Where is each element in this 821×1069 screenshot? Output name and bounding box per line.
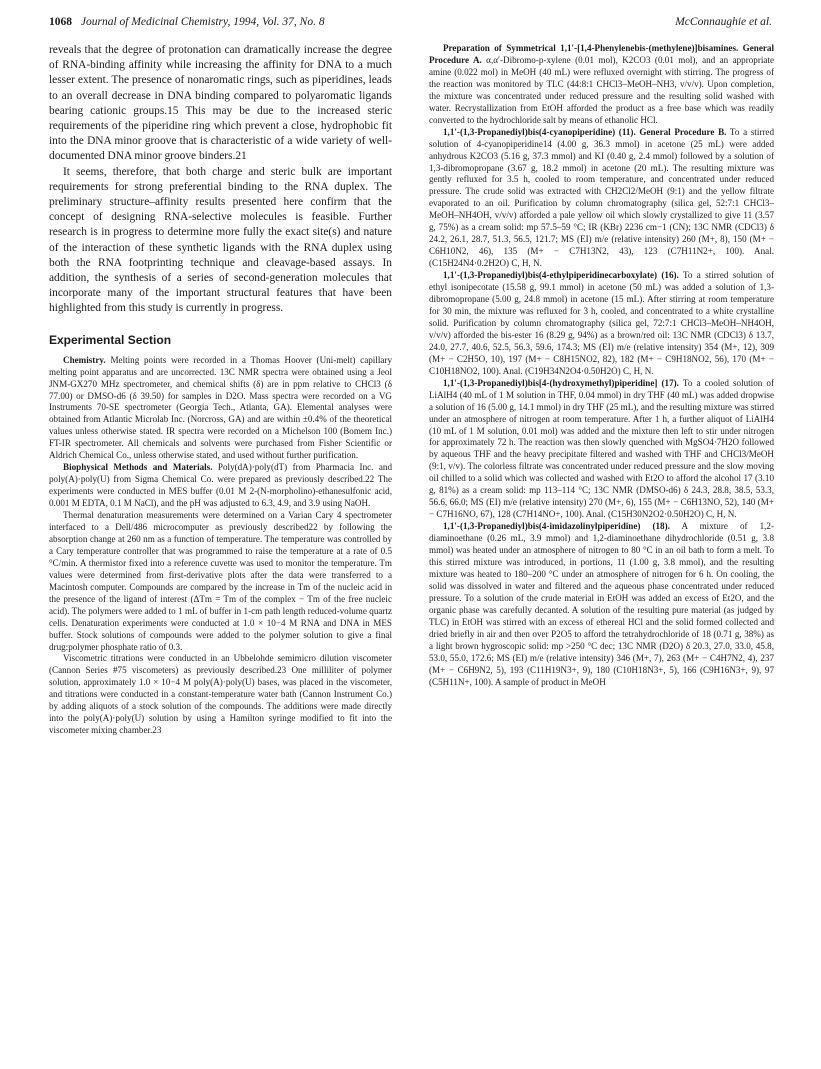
chemistry-paragraph <box>49 355 392 463</box>
left-column <box>49 43 392 737</box>
compound-16-paragraph <box>429 270 774 378</box>
running-header <box>49 16 772 34</box>
compound-18-body: A mixture of 1,2-diaminoethane (0.26 mL, 3.9 mmol) and 1,2-diaminoethane dihydrochloride (0.51 g, 3.8 mmol) was heated under an atmosphere of nitrogen to 80 °C in an oil bath to form a melt. To this stirred mixture was introduced, in portions, 11 (1.00 g, 3.8 mmol), and the resulting mixture was heated to 180–200 °C under an atmosphere of nitrogen for 6 h. On cooling, the solid was dissolved in water and filtered and the aqueous phase concentrated under reduced pressure. To a solution of the crude material in EtOH was added an excess of Et2O, and the organic phase was carefully decanted. A solution of the resulting pure material (as judged by TLC) in EtOH was stirred with an excess of ethereal HCl and the solid formed collected and dried briefly in air and then over P2O5 to afford the tetrahydrochloride of 18 (0.71 g, 38%) as a light brown hygroscopic solid: mp >250 °C dec; 13C NMR (D2O) δ 20.3, 27.0, 33.0, 45.8, 53.0, 55.0, 172.6; MS (EI) m/e (relative intensity) 346 (M+, 7), 263 (M+ − C4H7N2, 4), 237 (M+ − C6H9N2, 5), 193 (C11H19N3+, 9), 180 (C10H18N3+, 5), 166 (C9H16N3+, 9), 97 (C5H11N+, 100). A sample of product in MeOH <box>429 521 774 687</box>
section-title: Experimental Section <box>49 332 172 347</box>
right-column <box>429 43 774 688</box>
compound-16-heading: 1,1′-(1,3-Propanediyl)bis(4-ethylpiperidinecarboxylate) (16). <box>443 270 679 281</box>
journal-citation: Journal of Medicinal Chemistry, 1994, Vol. 37, No. 8 <box>80 16 325 28</box>
compound-17-paragraph <box>429 378 774 521</box>
chemistry-body: Melting points were recorded in a Thomas Hoover (Uni-melt) capillary melting point apparatus and are uncorrected. 13C NMR spectra were obtained using a Jeol JNM-GX270 MHz spectrometer, and chemical shifts (δ) are in ppm relative to CHCl3 (δ 77.00) or DMSO-d6 (δ 39.50) for samples in D2O. Mass spectra were recorded on a VG Instruments 70-SE spectrometer (Georgia Tech., Atlanta, GA). Elemental analyses were obtained from Atlantic Microlab Inc. (Norcross, GA) and are within ±0.4% of the theoretical values unless otherwise stated. IR spectra were recorded on a Michelson 100 (Bomem Inc.) FT-IR spectrometer. All chemicals and solvents were purchased from Fisher Scientific or Aldrich Chemical Co., unless otherwise stated, and used without further purification. <box>49 354 392 461</box>
compound-11-paragraph <box>429 127 774 270</box>
discussion-paragraph-2: It seems, therefore, that both charge and steric bulk are important requirements for strong preferential binding to the RNA duplex. The preliminary structure–affinity results presented here confirm that the concept of designing RNA-selective molecules is feasible. Further research is in progress to determine more fully the exact site(s) and nature of the interaction of these synthetic ligands with the RNA duplex using both the RNA footprinting technique and cleavage-based assays. In addition, the synthesis of a series of second-generation molecules that incorporate many of the important structural features that have been highlighted from this study is currently in progress. <box>49 165 392 315</box>
discussion-paragraph-1: reveals that the degree of protonation can dramatically increase the degree of RNA-binding affinity while increasing the affinity for DNA to a much lesser extent. The presence of nonaromatic rings, such as piperidines, leads to an overall decrease in DNA binding compared to polyaromatic ligands bearing cationic groups.15 This may be due to the increased steric requirements of the piperidine ring which prevent a close, hydrophobic fit into the DNA minor groove that is characteristic of a wide variety of well-documented DNA minor groove binders.21 <box>49 44 392 163</box>
biophysical-paragraph <box>49 462 392 510</box>
viscometry-paragraph: Viscometric titrations were conducted in an Ubbelohde semimicro dilution viscometer (Cannon Series #75 viscometers) as previously described.23 One milliliter of polymer solution, approximately 1.0 × 10−4 M poly(A)·poly(U) bases, was placed in the viscometer, and titrations were conducted in a constant-temperature water bath (Cannon Instrument Co.) by adding aliquots of a stock solution of the compounds. The additions were made directly into the poly(A)·poly(U) solution by using a Hamilton syringe modified to fit into the viscometer mixing chamber.23 <box>49 653 392 736</box>
procedure-a-body: α,α′-Dibromo-p-xylene (0.01 mol), K2CO3 (0.01 mol), and an appropriate amine (0.022 mol) in MeOH (40 mL) were refluxed overnight with stirring. The progress of the reaction was monitored by TLC (44:8:1 CHCl3–MeOH–NH3, v/v/v). Upon completion, the mixture was concentrated under reduced pressure and the resulting solid washed with water. Recrystallization from EtOH afforded the product as a free base which was readily converted to the hydrochloride salt by means of ethanolic HCl. <box>429 54 774 125</box>
compound-17-body: To a cooled solution of LiAlH4 (40 mL of 1 M solution in THF, 0.04 mmol) in dry THF (40 mL) was added dropwise a solution of 16 (5.00 g, 14.1 mmol) in dry THF (25 mL), and the resulting mixture was stirred under an atmosphere of nitrogen at room temperature. After 1 h, a further aliquot of LiAlH4 (10 mL of 1 M solution, 0.01 mol) was added and the mixture then left to stir under nitrogen for approximately 72 h. The reaction was then slowly quenched with MgSO4·7H2O followed by aqueous THF and the heavy precipitate filtered and washed with THF and CHCl3/MeOH (9:1, v/v). The colorless filtrate was concentrated under reduced pressure and the slow moving oil chilled to a solid which was collected and washed with Et2O to afford the alcohol 17 (3.10 g, 81%) as a cream solid: mp 113–114 °C; 13C NMR (DMSO-d6) δ 24.3, 28.8, 38.5, 53.3, 56.6, 66.0; MS (EI) m/e (relative intensity) 270 (M+, 6), 155 (M+ − C6H13NO, 52), 140 (M+ − C7H16NO, 67), 128 (C7H14NO+, 100). Anal. (C15H30N2O2·0.50H2O) C, H, N. <box>429 377 774 520</box>
compound-18-paragraph <box>429 521 774 688</box>
compound-18-heading: 1,1′-(1,3-Propanediyl)bis(4-imidazolinylpiperidine) (18). <box>443 521 670 532</box>
compound-11-body: To a stirred solution of 4-cyanopiperidine14 (4.00 g, 36.3 mmol) in acetone (25 mL) were added anhydrous K2CO3 (5.16 g, 37.3 mmol) and KI (0.40 g, 2.4 mmol) followed by a solution of 1,3-dibromopropane (3.67 g, 18.2 mmol) in acetone (20 mL). The resulting mixture was gently refluxed for 3.5 h, cooled to room temperature, and concentrated under reduced pressure. The crude solid was extracted with CH2Cl2/MeOH (9:1) and the yellow filtrate evaporated to an oil. Purification by column chromatography (silica gel, 52:7:1 CHCl3–MeOH–NH4OH, v/v/v) afforded a pale yellow oil which slowly crystallized to give 11 (3.57 g, 75%) as a cream solid: mp 57.5–59 °C; IR (KBr) 2236 cm−1 (CN); 13C NMR (CDCl3) δ 24.2, 26.1, 28.7, 51.3, 56.5, 121.7; MS (EI) m/e (relative intensity) 260 (M+, 8), 150 (M+ − C6H10N2, 46), 135 (M+ − C7H13N2, 43), 123 (C7H11N2+, 100). Anal. (C15H24N4·0.2H2O) C, H, N. <box>429 126 774 269</box>
biophysical-body: Poly(dA)·poly(dT) from Pharmacia Inc. and poly(A)·poly(U) from Sigma Chemical Co. were prepared as previously described.22 The experiments were conducted in MES buffer (0.01 M 2-(N-morpholino)-ethanesulfonic acid, 0.001 M EDTA, 0.1 M NaCl), and the pH was adjusted to 6.3, 4.9, and 3.9 using NaOH. <box>49 462 393 509</box>
compound-16-body: To a stirred solution of ethyl isonipecotate (15.58 g, 99.1 mmol) in acetone (50 mL) was added a solution of 1,3-dibromopropane (5.00 g, 24.8 mmol) in acetone (15 mL). After stirring at room temperature for 30 min, the mixture was refluxed for 3 h, cooled, and concentrated to a white crystalline solid. Purification by column chromatography (silica gel, 72:7:1 CHCl3–MeOH–NH4OH, v/v/v) afforded the bis-ester 16 (8.29 g, 94%) as a brown/red oil: 13C NMR (CDCl3) δ 13.7, 24.0, 27.7, 40.6, 52.5, 56.3, 59.6, 174.3; MS (EI) m/e (relative intensity) 354 (M+, 12), 309 (M+ − C2H5O, 10), 197 (M+ − C8H15NO2, 82), 182 (M+ − C9H18NO2, 56), 170 (M+ − C10H18NO2, 100). Anal. (C19H34N2O4·0.50H2O) C, H, N. <box>429 270 774 376</box>
compound-17-heading: 1,1′-(1,3-Propanediyl)bis[4-(hydroxymethyl)piperidine] (17). <box>443 377 679 388</box>
running-authors: McConnaughie et al. <box>675 16 772 28</box>
compound-11-heading: 1,1′-(1,3-Propanediyl)bis(4-cyanopiperidine) (11). General Procedure B. <box>443 126 727 137</box>
page-number: 1068 <box>49 16 72 28</box>
thermal-paragraph: Thermal denaturation measurements were determined on a Varian Cary 4 spectrometer interfaced to a Dell/486 microcomputer as previously described22 by following the absorption change at 260 nm as a function of temperature. The temperature was controlled by a Cary temperature controller that was programmed to raise the temperature at a rate of 0.5 °C/min. A thermistor fixed into a reference cuvette was used to monitor the temperature. Tm values were determined from first-derivative plots after the data were transferred to a Macintosh computer. Compounds are compared by the increase in Tm of the nucleic acid in the presence of the ligand of interest (ΔTm = Tm of the complex − Tm of the free nucleic acid). The polymers were added to 1 mL of buffer in 1-cm path length reduced-volume quartz cells. Denaturation experiments were conducted at 1.0 × 10−4 M RNA and DNA in MES buffer. Stock solutions of compounds were added to the polymer solution to give a final drug:polymer phosphate ratio of 0.3. <box>49 510 392 652</box>
chemistry-heading: Chemistry. <box>63 354 106 365</box>
biophysical-heading: Biophysical Methods and Materials. <box>63 462 213 473</box>
procedure-a-heading: Preparation of Symmetrical 1,1′-[1,4-Phenylenebis-(methylene)]bisamines. General Procedure A. <box>429 43 774 65</box>
procedure-a-paragraph <box>429 43 774 127</box>
